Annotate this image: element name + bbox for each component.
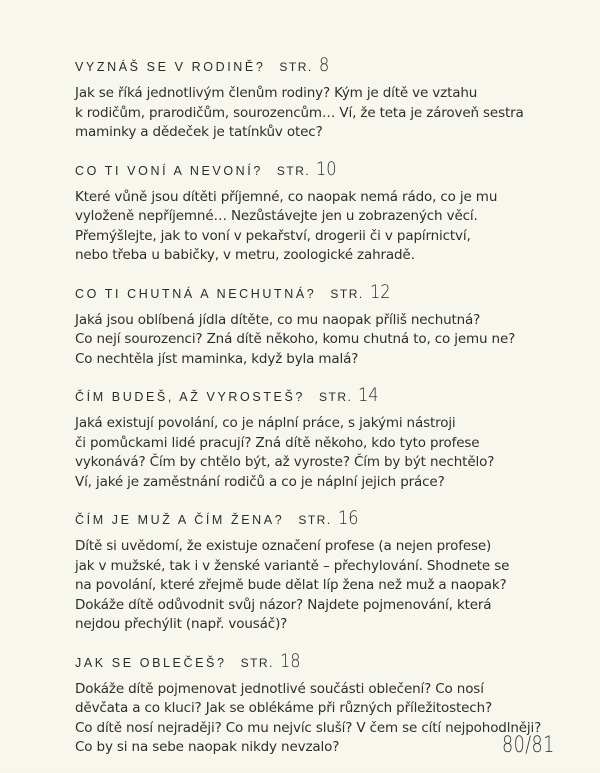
section-gender xyxy=(75,507,575,635)
section-text: Které vůně jsou dítěti příjemné, co naopak nemá rádo, co je mu vyloženě nepříjemné… Nezůstávejte jen u zobrazených věcí. Přemýšlejte, jak to voní v pekařství, drogerii či v papírnictví, nebo třeba u babičky, v metru, zoologické zahradě. xyxy=(75,188,498,263)
section-title: CO TI CHUTNÁ A NECHUTNÁ? xyxy=(75,286,317,301)
section-title: JAK SE OBLEČEŠ? xyxy=(75,655,227,670)
section-heading xyxy=(75,281,575,309)
page-ref-label: STR. xyxy=(318,390,353,404)
page-ref-label: STR. xyxy=(330,286,364,301)
section-text: Jaká jsou oblíbená jídla dítěte, co mu naopak příliš nechutná? Co nejí sourozenci? Zná dítě někoho, komu chutná to, co jemu ne? Co nechtěla jíst maminka, když byla malá? xyxy=(75,311,516,367)
section-title: ČÍM JE MUŽ A ČÍM ŽENA? xyxy=(75,513,285,527)
section-clothing xyxy=(75,650,575,758)
section-heading xyxy=(75,158,575,186)
section-title: VYZNÁŠ SE V RODINĚ? xyxy=(75,60,266,74)
page-ref-number: 8 xyxy=(318,54,330,76)
page-ref-number: 16 xyxy=(337,507,359,529)
section-heading xyxy=(75,650,575,678)
section-text: Jak se říká jednotlivým členům rodiny? Kým je dítě ve vztahu k rodičům, prarodičům, sourozencům… Ví, že teta je zároveň sestra maminky a dědeček je tatínkův otec? xyxy=(75,85,524,140)
section-text: Jaká existují povolání, co je náplní práce, s jakými nástroji či pomůckami lidé pracují? Zná dítě někoho, kdo tyto profese vykonává? Čím by chtělo být, až vyroste? Čím by být nechtělo? Ví, jaké je zaměstnání rodičů a co je náplní jejich práce? xyxy=(75,415,495,490)
section-family xyxy=(75,54,575,143)
page-ref-label: STR. xyxy=(298,513,332,527)
section-smell xyxy=(75,158,575,266)
section-jobs xyxy=(75,384,575,492)
section-title: CO TI VONÍ A NEVONÍ? xyxy=(75,163,263,178)
page-ref-number: 14 xyxy=(358,384,379,406)
page-ref-number: 10 xyxy=(316,157,337,180)
page-ref-label: STR. xyxy=(240,655,274,670)
page-ref-label: STR. xyxy=(279,60,313,74)
section-text: Dokáže dítě pojmenovat jednotlivé součásti oblečení? Co nosí děvčata a co kluci? Jak se oblékáme při různých příležitostech? Co dítě nosí nejraději? Co mu nejvíc sluší? V čem se cítí nejpohodlněji? Co by si na sebe naopak nikdy nevzalo? xyxy=(75,680,542,755)
section-heading xyxy=(75,507,575,535)
section-taste xyxy=(75,281,575,370)
page-content xyxy=(75,54,575,773)
page-ref-number: 12 xyxy=(369,280,391,303)
page-number: 80/81 xyxy=(502,733,555,758)
section-heading xyxy=(75,384,575,412)
section-text: Dítě si uvědomí, že existuje označení profese (a nejen profese) jak v mužské, tak i v ženské variantě – přechylování. Shodnete se na povolání, které zřejmě bude dělat líp žena než muž a naopak? Dokáže dítě odůvodnit svůj názor? Najdete pojmenování, která nejdou přechýlit (např. vousáč)? xyxy=(75,538,510,632)
page-ref-label: STR. xyxy=(276,163,311,178)
section-heading xyxy=(75,54,575,82)
page-ref-number: 18 xyxy=(279,649,301,672)
section-title: ČÍM BUDEŠ, AŽ VYROSTEŠ? xyxy=(75,390,305,404)
